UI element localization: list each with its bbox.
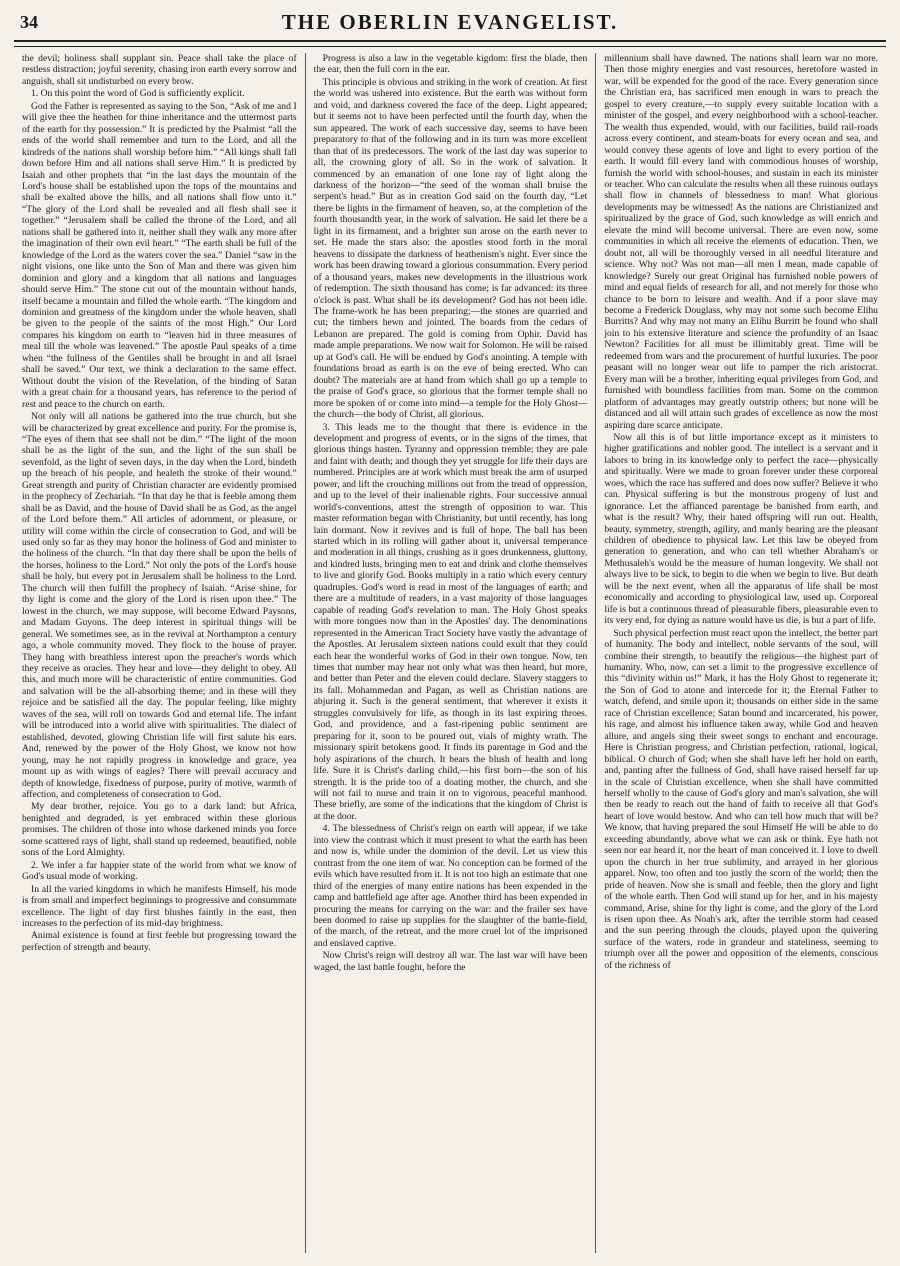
column-1 <box>14 53 305 1253</box>
paragraph: This principle is obvious and striking in the work of creation. At first the world was ushered into existence. But the earth was without form and void, and darkness covered the face of the deep. Light appeared; but it seems not to have been perfected until the fourth day, when the sun appeared. The work of each successive day, seems to have been preparatory to that of the following and in its turn was more excellent than that of its predecessors. The work of the last day was superior to all, the crowning glory of all. So in the work of salvation. It commenced by an emanation of one lone ray of light along the darkness of the horizon—“the seed of the woman shall bruise the serpent's head.” But as in creation God said on the fourth day, “Let there be lights in the firmament of heaven, so, at the completion of the fourth thousandth year, in the work of salvation. He said let there be a light in its firmament, and a brighter sun arose on the earth never to set. He made the stars also: the apostles stood forth in the moral heavens to dissipate the darkness of heathenism's night. Ever since the work has been drawing toward a glorious consummation. Every period of a thousand years, makes new developments in the illustrious work of redemption. The sixth thousand has come; is far advanced: its three o'clock is past. What shall be its development? God has not been idle. The frame-work he has been preparing;—the stones are quarried and cut; the timbers hewn and jointed. The boards from the cedars of Lebanon are prepared. The gold is coming from Ophir. David has made ample preparations. We now wait for Solomon. He will be raised up at God's call. He will be endued by God's anointing. A temple with foundations broad as earth is on the eve of being erected. Who can doubt? The materials are at hand from which shall go up a temple to the praise of God's grace, so glorious that the former temple shall no more be spoken of or come into mind—a temple for the Holy Ghost—the church—the body of Christ, all glorious. <box>313 76 588 421</box>
paragraph: the devil; holiness shall supplant sin. Peace shall take the place of restless distraction; joyful serenity, chasing iron earth every sorrow and anguish, shall sit undisturbed on every brow. <box>22 53 297 87</box>
paragraph: Now Christ's reign will destroy all war. The last war will have been waged, the last battle fought, before the <box>313 950 588 973</box>
paragraph: God the Father is represented as saying to the Son, “Ask of me and I will give thee the heathen for thine inheritance and the uttermost parts of the earth for thy possession.” It is predicted by the Psalmist “all the ends of the world shall remember and turn to the Lord, and all the kindreds of the nations shall worship before him.” “All kings shall fall down before Him and all nations shall serve Him.” It is predicted by Isaiah and other prophets that “in the last days the mountain of the Lord's house shall be established upon the tops of the mountains and shall be exalted above the hills, and all nations shall flow unto it.” “The glory of the Lord shall be revealed and all flesh shall see it together.” “Jerusalem shall be called the throne of the Lord, and all nations shall be gathered into it, neither shall they walk any more after the imagination of their own evil heart.” “The earth shall be full of the knowledge of the Lord as the waters cover the sea.” Daniel “saw in the night visions, one like unto the Son of Man and there was given him dominion and glory and a kingdom that all nations and languages should serve Him.” The stone cut out of the mountain without hands, itself became a mountain and filled the whole earth. “The kingdom and dominion and greatness of the kingdom under the whole heaven, shall be given to the people of the saints of the most High.” Our Lord compares his kingdom on earth to “leaven hid in three measures of meal till the whole was leavened.” The apostle Paul speaks of a time when “the fullness of the Gentiles shall be brought in and all Israel shall be saved.” Our text, we think a declaration to the same effect. Without doubt the vision of the Revelation, of the binding of Satan with a great chain for a thousand years, has reference to the period of rest and peace to the church on earth. <box>22 100 297 410</box>
paragraph: Animal existence is found at first feeble but progressing toward the perfection of strength and beauty. <box>22 930 297 953</box>
paragraph: Not only will all nations be gathered into the true church, but she will be characterized by great excellence and purity. For the promise is, “The eyes of them that see shall not be dim.” “The light of the moon shall be as the light of the sun, and the light of the sun shall be sevenfold, as the light of seven days, in the day when the Lord, bindeth up the breach of his people, and healeth the stroke of their wound.” Great strength and purity of Christian character are evidently promised in the prophecy of Zechariah. “In that day he that is feeble among them shall be as David, and the house of David shall be as God, as the angel of the Lord before them.” All articles of adornment, or pleasure, or utility will come within the circle of consecration to God, and will be used only so far as they may honor the holiness of God and minister to the holiness of the church. “In that day there shall be upon the bells of the horses, holiness to the Lord.” Not only the pots of the Lord's house shall be holy, but every pot in Jerusalem shall be holiness to the Lord. The church will then fulfill the prophecy of Isaiah. “Arise shine, for thy light is come and the glory of the Lord is risen upon thee.” The lowest in the church, we may suppose, will become Edward Paysons, and Madam Guyons. The deep interest in spiritual things will be general. We sometimes see, as in the revival at Northampton a century ago, a whole community moved. They flock to the house of prayer. They hang with breathless interest upon the preacher's words which they receive as oracles. They hear and love—they delight to obey. All this, and much more will be characteristic of entire communities. God and salvation will be the all-absorbing theme; and in these will they rejoice and be satisfied all the day. The popular feeling, like mighty waves of the sea, will roll on towards God and eternal life. The infant will be introduced into a world alive with spiritualities. The dialect of established, devoted, glowing Christian life will first salute his ears. And, renewed by the power of the Holy Ghost, we know not how young, may he not rapidly progress in knowledge and grace, yea mount up as with wings of eagles? There will prevail accuracy and depth of knowledge, fixedness of purpose, purity of motive, warmth of affection, and completeness of consecration to God. <box>22 411 297 800</box>
page-number: 34 <box>20 12 38 32</box>
paragraph: Progress is also a law in the vegetable kigdom: first the blade, then the ear, then the full corn in the ear. <box>313 53 588 76</box>
publication-title: THE OBERLIN EVANGELIST. <box>281 9 619 34</box>
article-columns <box>14 53 886 1253</box>
masthead <box>14 10 886 34</box>
paragraph: 4. The blessedness of Christ's reign on earth will appear, if we take into view the contrast which it must present to what the earth has been and now is, while under the dominion of the devil. Let us view this contrast from the one item of war. No conception can be formed of the evils which have resulted from it. It is not too high an estimate that one third of the energies of many entire nations has been expended in the camp and battlefield age after age. Another third has been expended in procuring the means for carrying on the war: and the frailer sex have been doomed to raise up supplies for the slaughter of the battle-field, of the march, of the retreat, and the more cruel lot of the imprisoned and enslaved captive. <box>313 823 588 949</box>
paragraph: Now all this is of but little importance except as it ministers to higher gratifications and nobler good. The intellect is a servant and it labors to bring in its knowledge only to perfect the race—physically and spiritually. Were we made to groan forever under these corporeal woes, which the race has suffered and does now suffer? Believe it who can. Physical suffering is but the monstrous progeny of lust and ignorance. Let the affianced parentage be banished from earth, and what is the result? Why, their hated offspring will run out. Health, beauty, symmetry, strength, agility, and manly bearing are the pleasant children of obedience to physical law. Let this law be obeyed from generation to generation, and who can tell whether Abraham's or Methusaleh's would be the measure of human longevity. We shall not always live to be sick, to begin to die when we begin to live. But death will be the next event, when all the apparatus of life shall be most economically and according to physiological law, used up. Corporeal life is but a continuous thread of pleasurable fibers, pleasurable even to its very end, for dying as nature would have us die, is but a part of life. <box>604 431 878 627</box>
column-3 <box>595 53 886 1253</box>
column-2 <box>305 53 596 1253</box>
paragraph: 2. We infer a far happier state of the world from what we know of God's usual mode of working. <box>22 859 297 883</box>
paragraph: Such physical perfection must react upon the intellect, the better part of humanity. The body and intellect, noble servants of the soul, will combine their strength, to beautify the religious—the highest part of humanity. Who, now, can set a limit to the progressive excellence of this “divinity within us!” Mark, it has the Holy Ghost to regenerate it; the Son of God to atone and intercede for it; the Eternal Father to watch, defend, and smile upon it; thousands on either side in the same race of Christian excellence; Satan bound and incarcerated, his power, his rage, and almost his influence taken away, while God and heaven allure, and angels sing their sweet songs to enchant and encourage. Here is Christian progress, and Christian perfection, rational, logical, biblical. O church of God; when she shall have left her hold on earth, and, panting after the fullness of God, shall have raised herself far up in the scale of Christian excellence, when she shall have committed herself wholly to the cause of God's glory and man's salvation, she will then be ready to reach out the hand of faith to receive all that God's heart of love would bestow. And who can tell how much that will be? We know, that having prepared the soul Himself He will be able to do exceeding abundantly, above what we can ask or think. Eye hath not seen nor ear heard it, nor the heart of man conceived it. I love to dwell upon the church in her true sublimity, and arrayed in her glorious apparel. Now, too often and too justly the scorn of the world; then the pride of heaven. Now she is small and feeble, then the glory and light of the whole earth. Then God will stand up for her, and in his majesty command, Arise, shine for thy light is come, and the glory of the Lord is risen upon thee. As Noah's ark, after the terrible storm had ceased and the sun peering through the clouds, played upon the quivering surface of the waters, rode in grandeur and stateliness, seeming to triumph over all the power and opposition of the elements, conscious of the richness of <box>604 627 878 971</box>
paragraph: My dear brother, rejoice. You go to a dark land: but Africa, benighted and degraded, is yet embraced within these glorious promises. The children of those into whose darkened minds you force some scattered rays of light, shall stand up redeemed, beautified, noble sons of the Lord Almighty. <box>22 801 297 859</box>
paragraph: 3. This leads me to the thought that there is evidence in the development and progress of events, or in the signs of the times, that glorious things hasten. Tyranny and oppression tremble; they are pale and faint with death; and though they yet struggle for life their days are numbered. Principles are at work which must break the arm of usurped power, and lift the crouching millions out from the tread of oppression, and up to the level of their inalienable rights. Four successive annual world's-conventions, attest the strength of opposition to war. This master reformation began with Christianity, but until recently, has long lain dormant. Now it revives and is full of hope. The ball has been started which in its rolling will gather about it, universal temperance and moderation in all things, crushing as it goes drunkenness, gluttony, and kindred lusts, bringing men to eat and drink and clothe themselves to live and glorify God. Books multiply in a ratio which every century quadruples. God's word is read in most of the languages of earth; and there are a multitude of readers, in a vast majority of those languages capable of reading God's revelation to man. The Holy Ghost speaks with more tongues now than in the Apostles' day. The denominations represented in the American Tract Society have vastly the advantage of the Apostles. At Jerusalem sixteen nations could exult that they could each hear the wonderful works of God in their own tongue. Now, ten times that number may hear not only what was then heard, but more, and better than Peter and the eleven could declare. Slavery staggers to its fall. Mohammedan and Pagan, as well as Christian nations are abjuring it. Such is the general sentiment, that wherever it exists it struggles convulsively for life, as though in its last expiring throes. God, and providence, and a fast-ripening public sentiment are preparing for it, soon to be poured out, vials of mighty wrath. The missionary spirit betokens good. It finds its parentage in God and the holy aspirations of the church. It bears the blush of health and long life. Sure it is Christ's darling child,—his first born—the son of his strength. It is the pride too of a doating mother, the church, and she will not fail to nurse and train it on to vigorous, peaceful manhood. These briefly, are some of the indications that the kingdom of Christ is at the door. <box>313 421 588 822</box>
paragraph: In all the varied kingdoms in which he manifests Himself, his mode is from small and imperfect beginnings to progressive and consummate excellence. The light of day first blushes faintly in the east, then increases to the perfection of its mid-day brightness. <box>22 883 297 929</box>
paragraph: 1. On this point the word of God is sufficiently explicit. <box>31 88 245 100</box>
header-rule-thin <box>14 46 886 47</box>
paragraph: millennium shall have dawned. The nations shall learn war no more. Then those mighty energies and vast resources, heretofore wasted in war, will be expended for the good of the race. Every generation since the Christian era, has sacrificed men enough in wars to preach the gospel to every creature,—to supply every suitable location with a minister of the gospel, and every neighborhood with a school-teacher. The wealth thus expended, would, with our facilities, build rail-roads across every continent, and steam-boats for every ocean and sea, and would convey these agents of love and light to every portion of the earth. It would fill every land with commodious houses of worship, furnish the world with school-houses, and sustain in each its minister or teacher. Who can calculate the results when all these ruinous outlays shall flow in channels of blessedness to man! What glorious developments may be witnessed! As the nations are Christianized and spiritualized by the grace of God, such knowledge as will enrich and elevate the mind will become universal. There are even now, some communities in which all receive the elements of education. Then, we doubt not, all will be thoroughly versed in all needful literature and science. Why not? Was not man—all men I mean, made capable of knowledge? Surely our great Original has furnished noble powers of mind and equal fields of research for all, and not merely for those who chance to be born to leisure and wealth. And if a poor slave may become a Frederick Douglass, why may not some such become Elihu Burritts? And why may not many an Elihu Burritt be found who shall join to his extensive literature and science the profundity of an Isaac Newton? Facilities for all must be illimitably great. Time will be redeemed from wars and the procurement of hurtful luxuries. The poor peasant will no longer wear out life to pamper the rich aristocrat. Every man will be a brother, inheriting equal privileges from God, and furnished with boundless facilities from man. Some on the common platform of advantages may greatly outstrip others; but none will be distanced and all will attain such grades of excellence as now the most aspiring dare scarce anticipate. <box>604 53 878 431</box>
header-rule <box>14 40 886 42</box>
